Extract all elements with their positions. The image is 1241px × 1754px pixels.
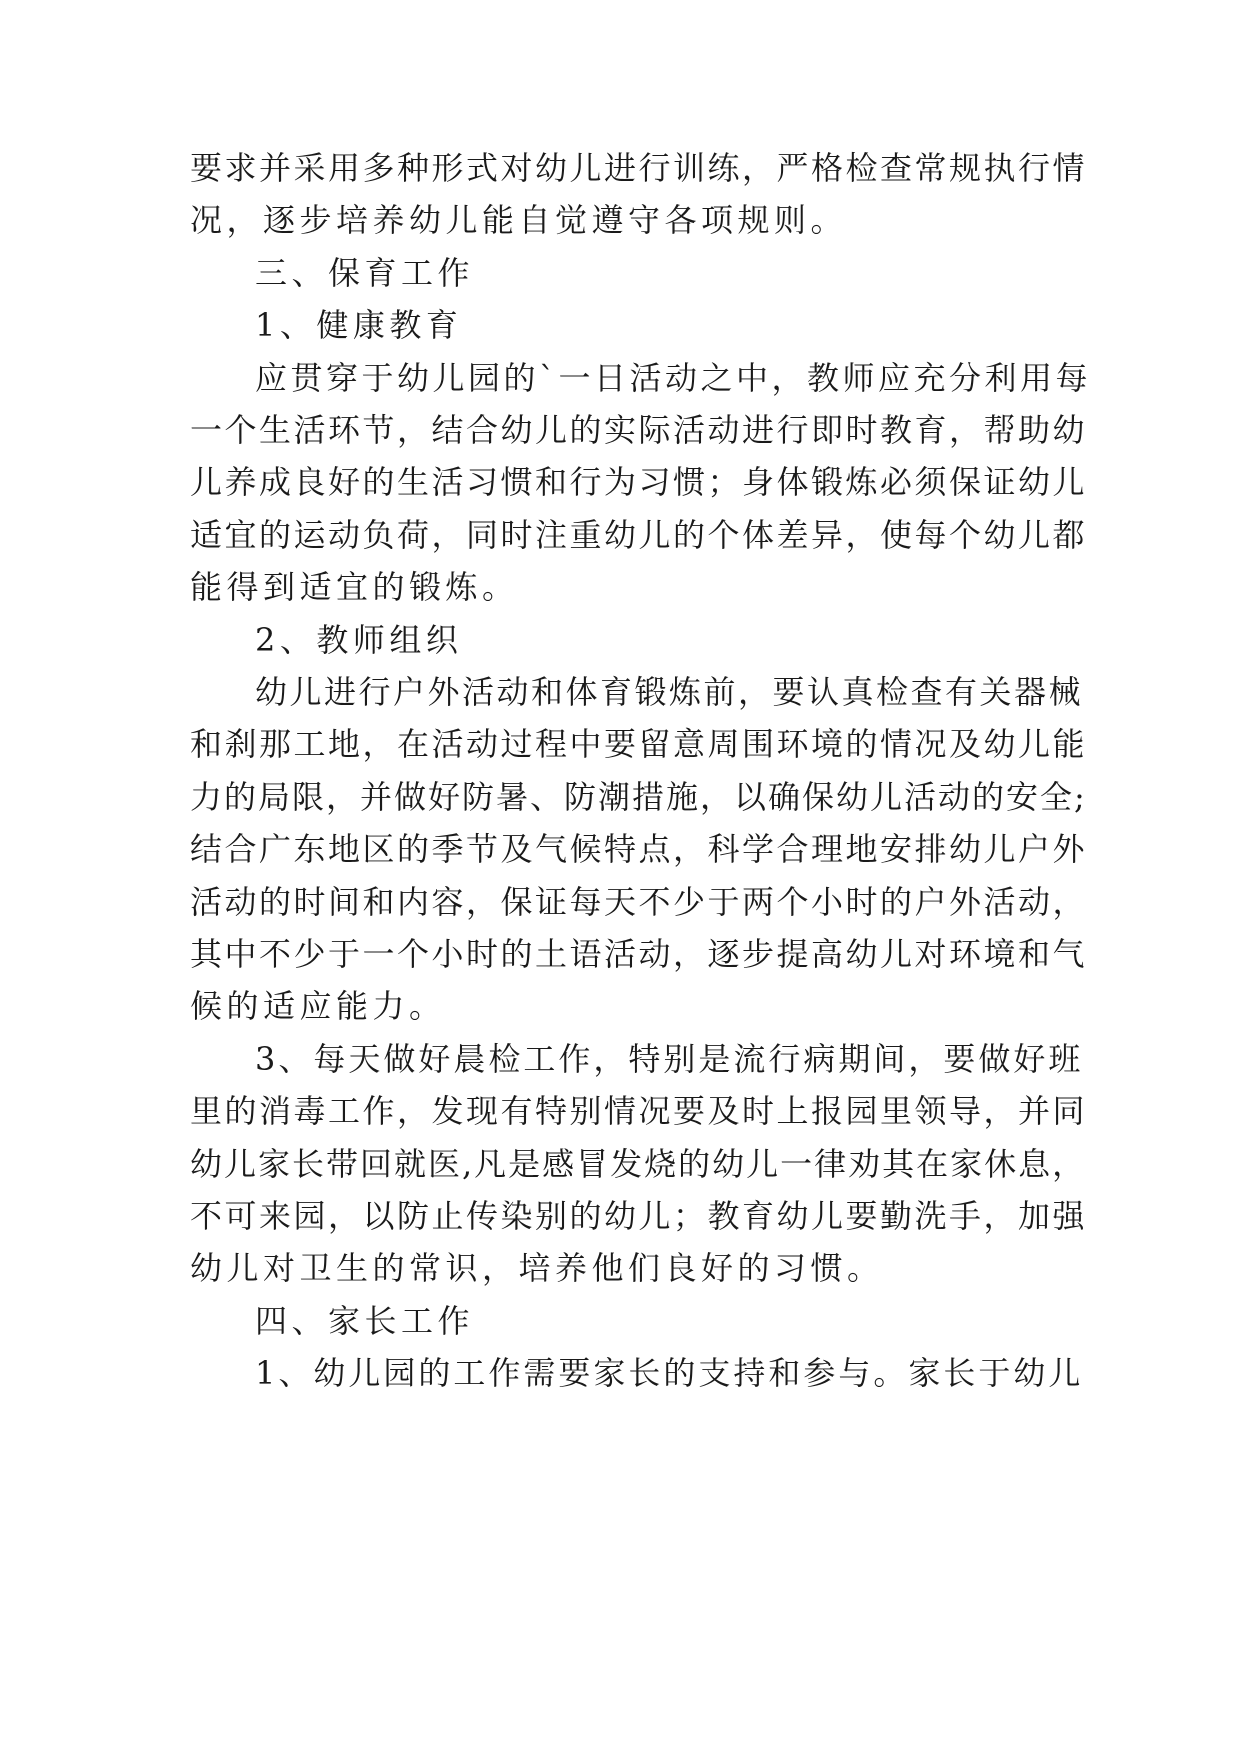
text-line: 结合广东地区的季节及气候特点，科学合理地安排幼儿户外 <box>190 830 1088 868</box>
section-heading: 三、保育工作 <box>255 254 475 292</box>
text-line: 其中不少于一个小时的土语活动，逐步提高幼儿对环境和气 <box>190 935 1088 973</box>
text-line: 力的局限，并做好防暑、防潮措施，以确保幼儿活动的安全; <box>190 778 1087 816</box>
subsection-heading: 2、教师组织 <box>255 621 463 659</box>
text-line: 里的消毒工作，发现有特别情况要及时上报园里领导，并同 <box>190 1092 1088 1130</box>
text-line: 儿养成良好的生活习惯和行为习惯；身体锻炼必须保证幼儿 <box>190 463 1088 501</box>
text-line: 活动的时间和内容，保证每天不少于两个小时的户外活动， <box>190 883 1088 921</box>
text-line: 不可来园，以防止传染别的幼儿；教育幼儿要勤洗手，加强 <box>190 1197 1088 1235</box>
text-line: 适宜的运动负荷，同时注重幼儿的个体差异，使每个幼儿都 <box>190 516 1088 554</box>
text-line: 能得到适宜的锻炼。 <box>190 568 519 606</box>
text-line: 和刹那工地，在活动过程中要留意周围环境的情况及幼儿能 <box>190 725 1088 763</box>
text-line: 应贯穿于幼儿园的`一日活动之中，教师应充分利用每 <box>255 359 1092 397</box>
text-line: 3、每天做好晨检工作，特别是流行病期间，要做好班 <box>255 1040 1084 1078</box>
text-line: 况，逐步培养幼儿能自觉遵守各项规则。 <box>190 201 848 239</box>
text-line: 一个生活环节，结合幼儿的实际活动进行即时教育，帮助幼 <box>190 411 1088 449</box>
text-line: 幼儿进行户外活动和体育锻炼前，要认真检查有关器械 <box>255 673 1084 711</box>
text-line: 幼儿对卫生的常识，培养他们良好的习惯。 <box>190 1249 884 1287</box>
subsection-heading: 1、健康教育 <box>255 306 463 344</box>
section-heading: 四、家长工作 <box>255 1302 475 1340</box>
text-line: 幼儿家长带回就医,凡是感冒发烧的幼儿一律劝其在家休息， <box>190 1145 1087 1183</box>
text-line: 1、幼儿园的工作需要家长的支持和参与。家长于幼儿 <box>255 1354 1084 1392</box>
text-line: 候的适应能力。 <box>190 987 446 1025</box>
text-line: 要求并采用多种形式对幼儿进行训练，严格检查常规执行情 <box>190 149 1088 187</box>
